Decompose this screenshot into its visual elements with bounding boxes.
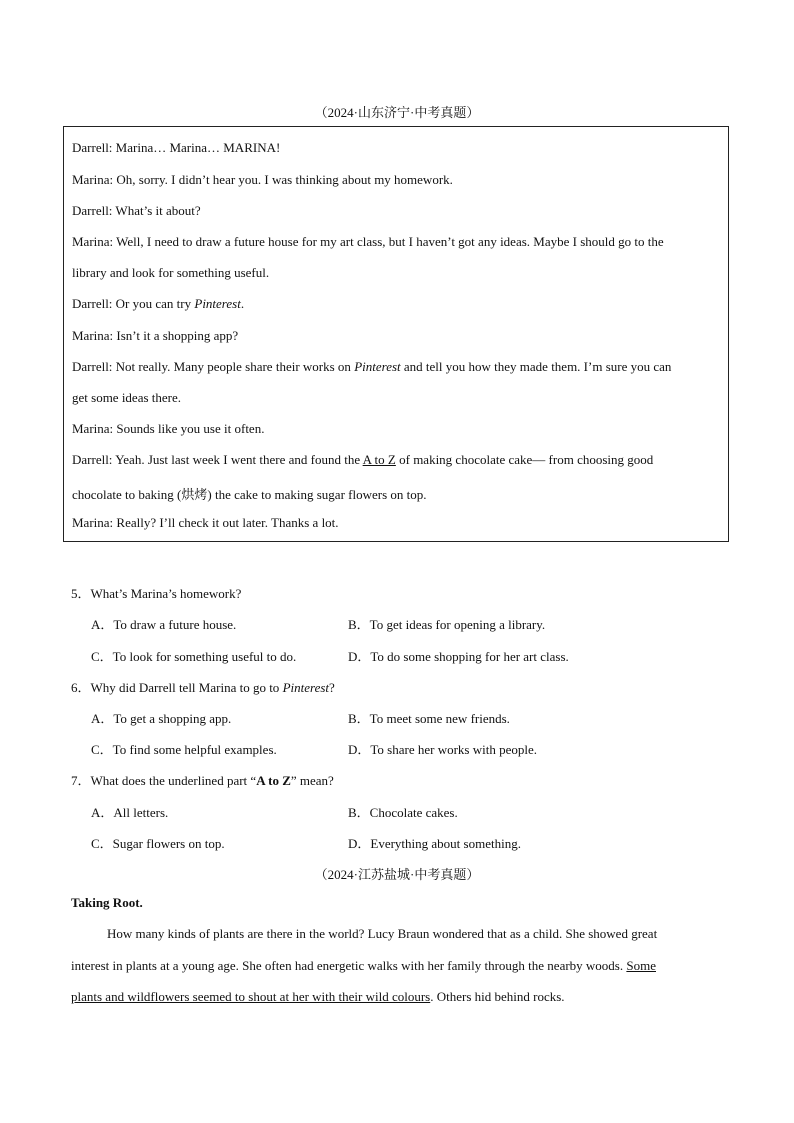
dialogue-line: Darrell: Marina… Marina… MARINA! xyxy=(72,140,281,155)
question-5-option-d: D．To do some shopping for her art class. xyxy=(348,649,569,664)
underlined-sentence: plants and wildflowers seemed to shout at her with their wild colours xyxy=(71,989,431,1004)
question-6-option-b: B．To meet some new friends. xyxy=(348,711,510,726)
question-7-option-c: C．Sugar flowers on top. xyxy=(91,836,225,851)
app-name: Pinterest xyxy=(354,359,401,374)
passage-line: interest in plants at a young age. She often had energetic walks with her family through the nearby woods. Some xyxy=(71,958,656,973)
question-6-stem: 6．Why did Darrell tell Marina to go to Pinterest? xyxy=(71,680,335,695)
question-7-option-a: A．All letters. xyxy=(91,805,169,820)
question-5-option-b: B．To get ideas for opening a library. xyxy=(348,617,546,632)
passage-title: Taking Root. xyxy=(71,895,143,910)
question-5-option-c: C．To look for something useful to do. xyxy=(91,649,297,664)
dialogue-line: chocolate to baking (烘烤) the cake to making sugar flowers on top. xyxy=(72,487,427,502)
underlined-phrase: A to Z xyxy=(362,452,396,467)
dialogue-line: get some ideas there. xyxy=(72,390,182,405)
dialogue-line: library and look for something useful. xyxy=(72,265,270,280)
app-name: Pinterest xyxy=(194,296,241,311)
question-5-stem: 5．What’s Marina’s homework? xyxy=(71,586,242,601)
dialogue-line: Darrell: Not really. Many people share their works on Pinterest and tell you how they made them. I’m sure you can xyxy=(72,359,672,374)
dialogue-line: Marina: Oh, sorry. I didn’t hear you. I was thinking about my homework. xyxy=(72,172,453,187)
dialogue-line: Darrell: Or you can try Pinterest. xyxy=(72,296,245,311)
question-6-option-a: A．To get a shopping app. xyxy=(91,711,232,726)
question-7-option-d: D．Everything about something. xyxy=(348,836,521,851)
dialogue-line: Marina: Isn’t it a shopping app? xyxy=(72,328,239,343)
underlined-sentence: Some xyxy=(626,958,656,973)
passage-line: plants and wildflowers seemed to shout at her with their wild colours. Others hid behind rocks. xyxy=(71,989,565,1004)
dialogue-box xyxy=(63,126,729,542)
passage-line: How many kinds of plants are there in the world? Lucy Braun wondered that as a child. She showed great xyxy=(107,926,658,941)
dialogue-line: Marina: Sounds like you use it often. xyxy=(72,421,265,436)
question-6-option-c: C．To find some helpful examples. xyxy=(91,742,277,757)
dialogue-line: Darrell: What’s it about? xyxy=(72,203,201,218)
question-5-option-a: A．To draw a future house. xyxy=(91,617,237,632)
question-7-option-b: B．Chocolate cakes. xyxy=(348,805,458,820)
dialogue-line: Marina: Well, I need to draw a future house for my art class, but I haven’t got any ideas. Maybe I should go to the xyxy=(72,234,664,249)
source-label-1: （2024·山东济宁·中考真题） xyxy=(314,105,480,120)
question-6-option-d: D．To share her works with people. xyxy=(348,742,537,757)
dialogue-line: Marina: Really? I’ll check it out later. Thanks a lot. xyxy=(72,515,339,530)
dialogue-line: Darrell: Yeah. Just last week I went there and found the A to Z of making chocolate cake— from choosing good xyxy=(72,452,654,467)
question-7-stem: 7．What does the underlined part “A to Z” mean? xyxy=(71,773,334,788)
source-label-2: （2024·江苏盐城·中考真题） xyxy=(314,867,480,882)
